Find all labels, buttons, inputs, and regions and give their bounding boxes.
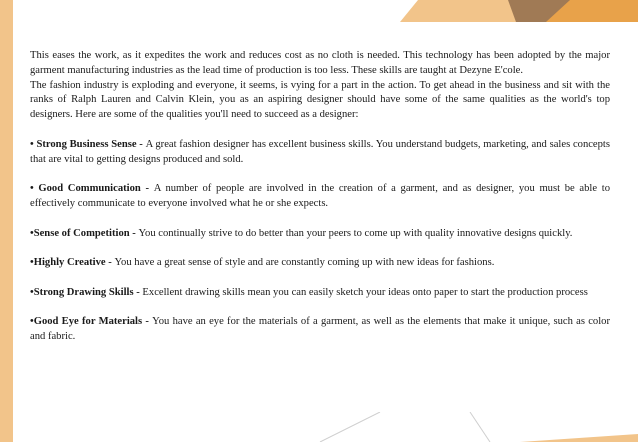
- quality-title: • Strong Business Sense -: [30, 138, 146, 150]
- quality-drawing-skills: [30, 286, 610, 301]
- left-accent-bar: [0, 0, 13, 442]
- quality-title: • Good Communication -: [30, 183, 154, 195]
- bottom-line-left: [320, 412, 380, 442]
- quality-title: •Good Eye for Materials -: [30, 316, 153, 328]
- document-body: [30, 49, 610, 345]
- quality-title: •Highly Creative -: [30, 257, 115, 269]
- quality-text: You have an eye for the materials of a garment, as well as the elements that make it unique, such as color and fabric.: [30, 316, 610, 343]
- quality-business-sense: [30, 138, 610, 168]
- quality-title: •Strong Drawing Skills -: [30, 286, 143, 298]
- bottom-line-right: [470, 412, 490, 442]
- corner-decoration: [398, 0, 638, 22]
- bottom-corner-shape: [520, 434, 638, 442]
- intro-paragraph-1: This eases the work, as it expedites the work and reduces cost as no cloth is needed. This technology has been adopted by the major garment manufacturing industries as the lead time of production is too less. These skills are taught at Dezyne E'cole.: [30, 50, 610, 76]
- quality-text: A number of people are involved in the creation of a garment, and as designer, you must be able to effectively communicate to everyone involved what he or she expects.: [30, 183, 610, 209]
- quality-text: A great fashion designer has excellent business skills. You understand budgets, marketing, and sales concepts that are vital to getting designs produced and sold.: [30, 138, 611, 165]
- bottom-decoration: [0, 412, 638, 442]
- corner-shape-light: [400, 0, 518, 22]
- quality-text: Excellent drawing skills mean you can easily sketch your ideas onto paper to start the production process: [142, 286, 588, 298]
- quality-text: You continually strive to do better than your peers to come up with quality innovative designs quickly.: [138, 227, 573, 239]
- quality-competition: [30, 227, 610, 242]
- quality-materials-eye: [30, 315, 610, 345]
- quality-communication: [30, 182, 610, 212]
- quality-title: •Sense of Competition -: [30, 227, 139, 239]
- quality-creative: [30, 256, 610, 271]
- intro-paragraph-2: The fashion industry is exploding and everyone, it seems, is vying for a part in the action. To get ahead in the business and sit with the ranks of Ralph Lauren and Calvin Klein, you as an aspiring designer should have some of the same qualities as the world's top designers. Here are some of the qualities you'll need to succeed as a designer:: [30, 79, 610, 121]
- quality-text: You have a great sense of style and are constantly coming up with new ideas for fashions.: [114, 257, 495, 269]
